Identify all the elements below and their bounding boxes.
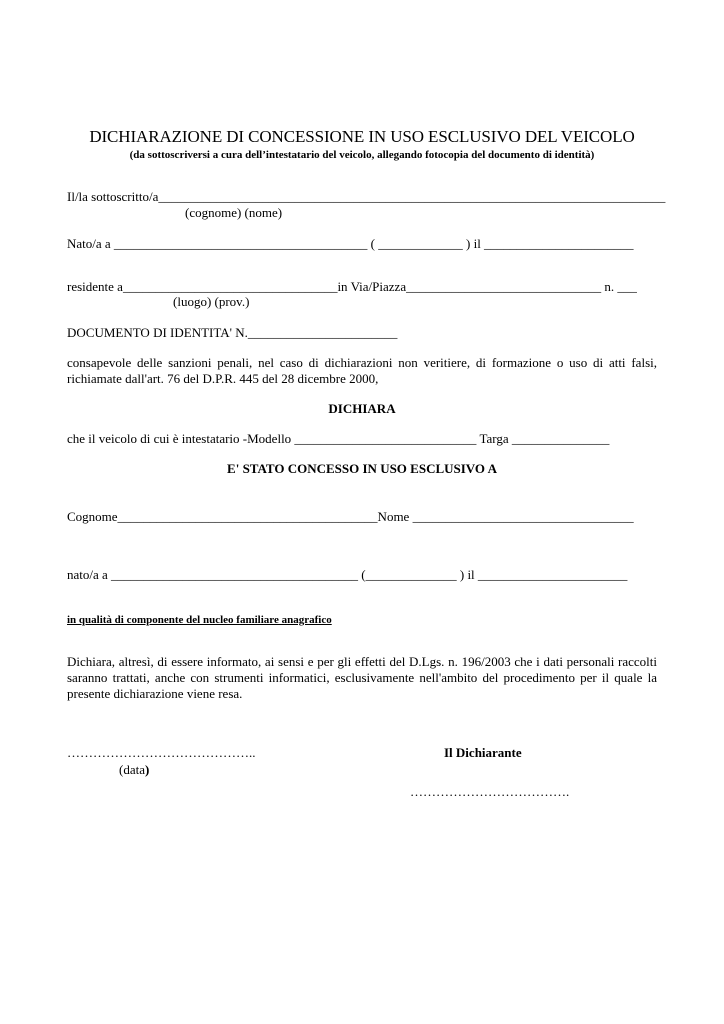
declarant-name-line: Il/la sottoscritto/a______________________________________________________________________________	[67, 189, 666, 204]
date-label	[119, 762, 149, 778]
declarant-residence-hint: (luogo) (prov.)	[173, 294, 250, 309]
dichiara-heading: DICHIARA	[328, 401, 396, 416]
declarant-birth-line: Nato/a a _______________________________________ ( _____________ ) il _______________________	[67, 236, 634, 251]
declarant-residence-line: residente a_________________________________in Via/Piazza______________________________ n. ___	[67, 279, 637, 294]
document-title: DICHIARAZIONE DI CONCESSIONE IN USO ESCLUSIVO DEL VEICOLO	[89, 127, 635, 146]
date-label-text: (data	[119, 762, 145, 777]
date-label-paren: )	[144, 762, 150, 777]
privacy-paragraph: Dichiara, altresì, di essere informato, ai sensi e per gli effetti del D.Lgs. n. 196/2003 che i dati personali raccolti saranno trattati, anche con strumenti informatici, esclusivamente nell'ambito del procedimento per il quale la presente dichiarazione viene resa.	[67, 654, 657, 701]
signer-label: Il Dichiarante	[444, 745, 522, 760]
identity-document-line: DOCUMENTO DI IDENTITA' N._______________________	[67, 325, 398, 340]
declarant-name-hint: (cognome) (nome)	[185, 205, 283, 220]
signer-dotted-line: ……………………………….	[410, 784, 570, 799]
family-member-note: in qualità di componente del nucleo familiare anagrafico	[67, 614, 332, 626]
grantee-name-line: Cognome________________________________________Nome __________________________________	[67, 509, 634, 524]
document-subtitle: (da sottoscriversi a cura dell’intestatario del veicolo, allegando fotocopia del documento di identità)	[129, 149, 595, 161]
awareness-paragraph: consapevole delle sanzioni penali, nel caso di dichiarazioni non veritiere, di formazione o uso di atti falsi, richiamate dall'art. 76 del D.P.R. 445 del 28 dicembre 2000,	[67, 355, 657, 386]
grant-heading: E' STATO CONCESSO IN USO ESCLUSIVO A	[227, 461, 497, 476]
date-dotted-line: ……………………………………..	[67, 745, 256, 760]
grantee-birth-line: nato/a a ______________________________________ (______________ ) il _______________________	[67, 567, 628, 582]
vehicle-line: che il veicolo di cui è intestatario -Modello ____________________________ Targa _______________	[67, 431, 610, 446]
